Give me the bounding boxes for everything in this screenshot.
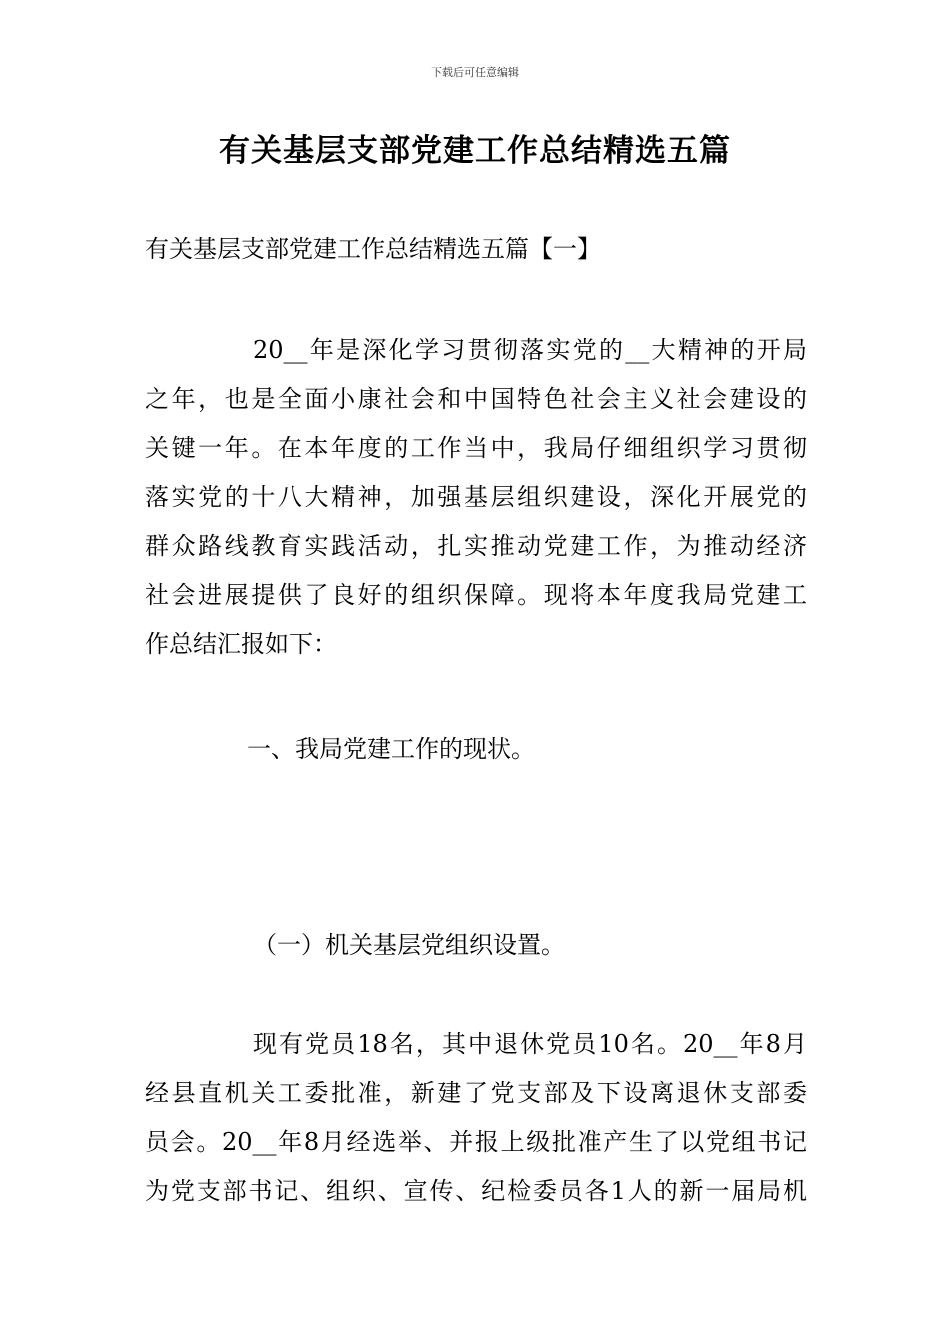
paragraph-line: 经县直机关工委批准，新建了党支部及下设离退休支部委 — [145, 1079, 807, 1107]
paragraph-line: 社会进展提供了良好的组织保障。现将本年度我局党建工 — [145, 581, 807, 609]
paragraph-line: 关键一年。在本年度的工作当中，我局仔细组织学习贯彻 — [145, 434, 807, 462]
section-title: 有关基层支部党建工作总结精选五篇【一】 — [145, 235, 601, 263]
paragraph-members — [145, 1020, 807, 1216]
heading-status: 一、我局党建工作的现状。 — [247, 735, 535, 763]
paragraph-line: 群众路线教育实践活动，扎实推动党建工作，为推动经济 — [145, 532, 807, 560]
paragraph-line: 20__年是深化学习贯彻落实党的__大精神的开局 — [253, 336, 807, 364]
document-title: 有关基层支部党建工作总结精选五篇 — [219, 133, 731, 169]
header-note: 下载后可任意编辑 — [431, 66, 519, 79]
paragraph-line: 员会。20__年8月经选举、并报上级批准产生了以党组书记 — [145, 1128, 807, 1156]
paragraph-line: 作总结汇报如下： — [145, 630, 337, 658]
paragraph-line: 为党支部书记、组织、宣传、纪检委员各1人的新一届局机 — [145, 1177, 807, 1205]
heading-organization-setup: （一）机关基层党组织设置。 — [253, 931, 565, 959]
paragraph-line: 之年，也是全面小康社会和中国特色社会主义社会建设的 — [145, 385, 807, 413]
paragraph-intro — [145, 326, 807, 669]
paragraph-line: 落实党的十八大精神，加强基层组织建设，深化开展党的 — [145, 483, 807, 511]
paragraph-line: 现有党员18名，其中退休党员10名。20__年8月 — [253, 1030, 807, 1058]
